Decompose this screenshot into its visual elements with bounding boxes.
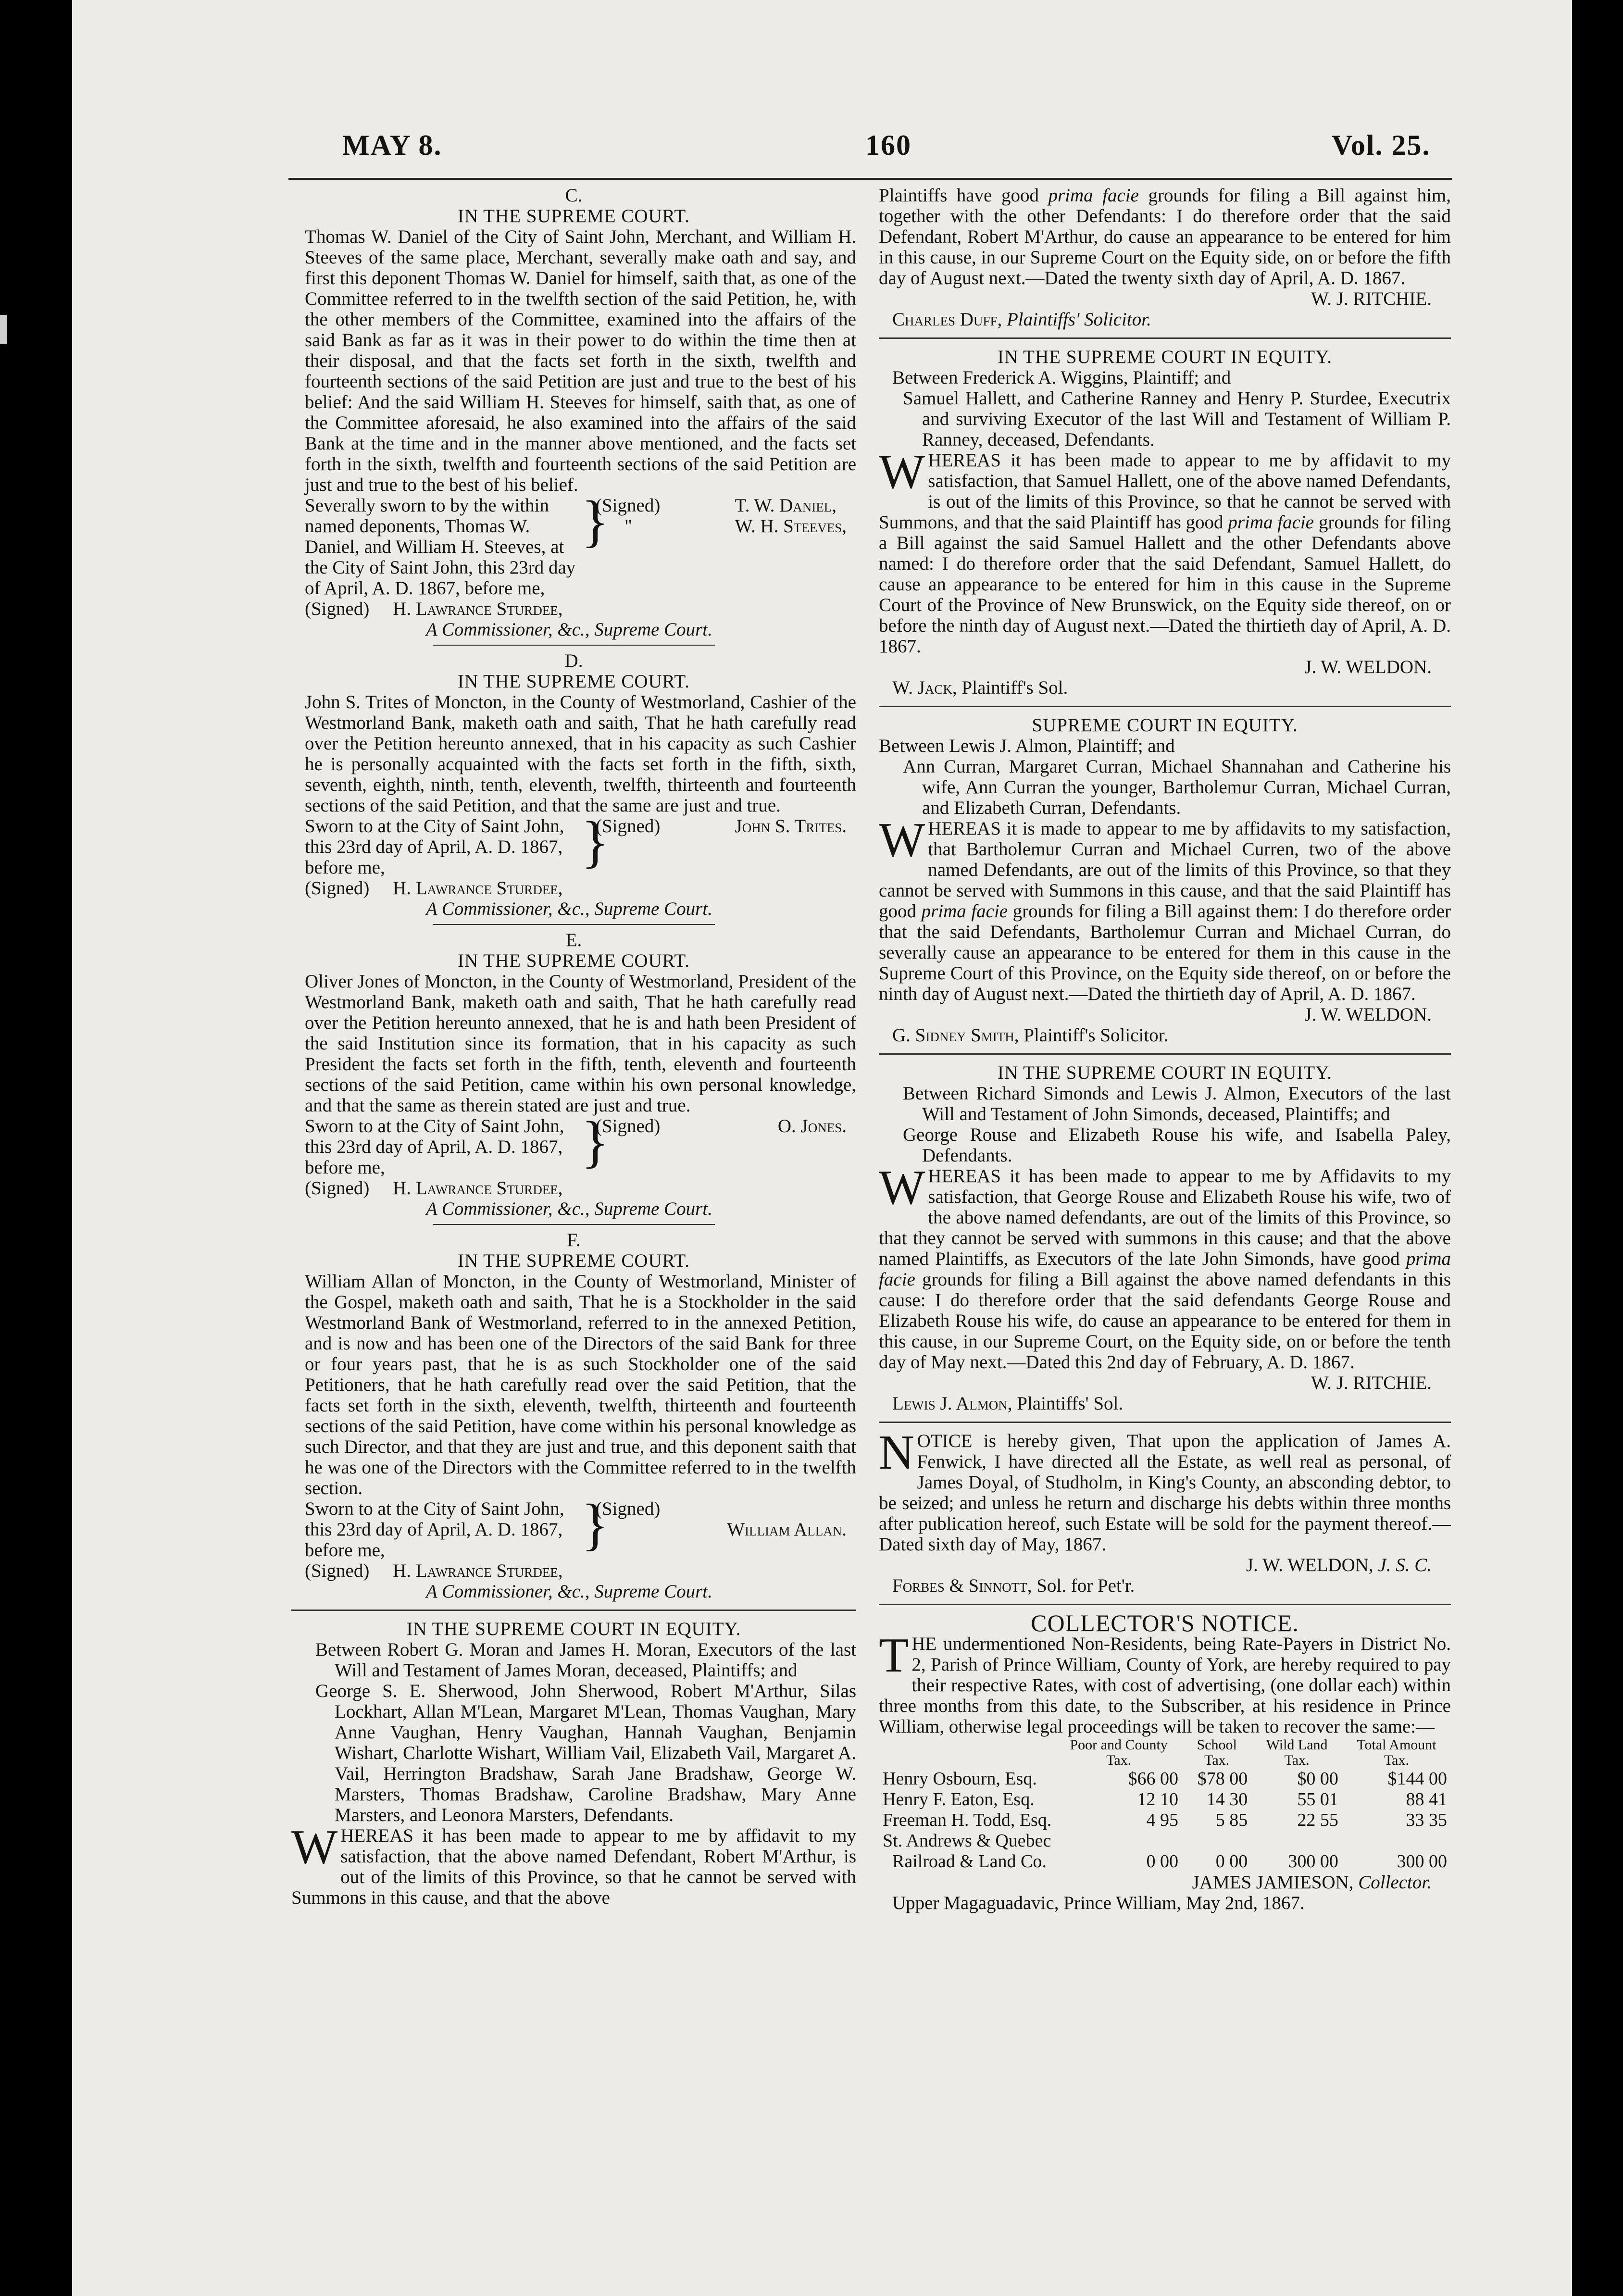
solicitor-line [879, 1393, 1451, 1414]
jurat-block [291, 489, 856, 599]
divider [433, 1224, 715, 1225]
divider [879, 337, 1451, 339]
column-header: Poor and County Tax. [1070, 1737, 1168, 1768]
order-text-part: grounds for filing a Bill against the above named defendants in this cause: I do therefore order that the said defendants George Rouse and Elizabeth Rouse his wife, do cause an appearance to be entered for them in this cause, in our Supreme Court, on the Equity side, on or before the tenth day of May next.—Dated this 2nd day of February, A. D. 1867. [879, 1269, 1451, 1373]
table-cell: St. Andrews & Quebec [883, 1831, 1051, 1851]
jurat-block [291, 1110, 856, 1178]
equity-simonds-notice [879, 1062, 1451, 1423]
notice-body: HE undermentioned Non-Residents, being Rate-Payers in District No. 2, Parish of Prince William, County of York, are hereby required to pay their respective Rates, with cost of advertising, (one dollar each) within three months from this date, to the Subscriber, at his residence in Prince William, otherwise legal proceedings will be taken to recover the same:— [879, 1634, 1451, 1737]
emphasis-text: prima facie [921, 901, 1008, 922]
notice-title: COLLECTOR'S NOTICE. [1031, 1610, 1299, 1636]
commissioner-name: H. Lawrance Sturdee, [393, 1178, 563, 1198]
table-row [879, 1769, 1451, 1789]
divider [433, 645, 715, 646]
affidavit-body: Oliver Jones of Moncton, in the County of Westmorland, President of the Westmorland Bank, maketh oath and saith, That he hath carefully read over the Petition hereunto annexed, that he is and hath been President of the said Institution since its formation, that in his capacity as such President the facts set forth in the fifth, tenth, eleventh and fourteenth sections of the said Petition, came within his own personal knowledge, and that the same as therein stated are just and true. [305, 971, 856, 1116]
deponent-name: T. W. Daniel, [735, 495, 837, 516]
table-cell: $0 00 [1297, 1769, 1338, 1789]
jurat-text: Severally sworn to by the within named deponents, Thomas W. Daniel, and William H. Steeves, at the City of Saint John, this 23rd day of April, A. D. 1867, before me, [305, 495, 576, 599]
brace: } [581, 489, 609, 553]
order-text [879, 1160, 1451, 1373]
header-page-number: 160 [865, 129, 911, 161]
commissioner-name: H. Lawrance Sturdee, [393, 1560, 563, 1581]
commissioner-title: A Commissioner, &c., Supreme Court. [426, 898, 712, 919]
table-cell: 300 00 [1288, 1851, 1338, 1872]
deponent-name: O. Jones. [777, 1116, 847, 1136]
solicitor-line [879, 677, 1451, 698]
divider [879, 1604, 1451, 1605]
order-text-part: Plaintiffs have good [879, 185, 1049, 206]
table-cell: 22 55 [1297, 1810, 1338, 1830]
header-rule [288, 178, 1452, 180]
emphasis-text: prima facie [879, 1248, 1451, 1290]
commissioner-line [291, 878, 856, 898]
signed-label: (Signed) [305, 878, 370, 898]
collectors-notice [879, 1610, 1451, 1913]
jurat-text: Sworn to at the City of Saint John, this 23rd day of April, A. D. 1867, before me, [305, 816, 564, 878]
solicitor-name: G. Sidney Smith, [892, 1025, 1019, 1046]
emphasis-text: prima facie [1048, 185, 1139, 206]
commissioner-line [291, 1560, 856, 1581]
jurat-text: Sworn to at the City of Saint John, this 23rd day of April, A. D. 1867, before me, [305, 1116, 564, 1178]
solicitor-role: Sol. for Pet'r. [1036, 1575, 1135, 1596]
affidavit-body: William Allan of Moncton, in the County of Westmorland, Minister of the Gospel, maketh oath and saith, That he is a Stockholder in the said Westmorland Bank of Westmorland, referred to in the annexed Petition, and is now and has been one of the Directors of the said Bank for three or four years past, that he is as such Stockholder one of the said Petitioners, that he hath carefully read over the said Petition, that the facts set forth in the sixth, eleventh, twelfth, thirteenth and fourteenth sections of the said Petition, have come within his personal knowledge as such Director, and that they are just and true, and this deponent saith that he was one of the Directors with the Committee referred to in the twelfth section. [305, 1271, 856, 1498]
dateline: Upper Magaguadavic, Prince William, May 2nd, 1867. [892, 1893, 1305, 1913]
solicitor-line [879, 309, 1451, 330]
solicitor-line [879, 1575, 1451, 1596]
table-cell: Henry F. Eaton, Esq. [883, 1789, 1035, 1809]
solicitor-name: Lewis J. Almon, [892, 1393, 1012, 1414]
court-heading: IN THE SUPREME COURT. [457, 671, 690, 692]
drop-cap: W [291, 1820, 338, 1874]
drop-cap: N [879, 1425, 914, 1480]
signed-label: (Signed) [596, 1116, 661, 1136]
table-cell: $66 00 [1128, 1769, 1179, 1789]
table-cell: $144 00 [1387, 1769, 1447, 1789]
section-letter: F. [567, 1230, 581, 1250]
table-cell [1055, 1831, 1182, 1851]
affidavit-body: Thomas W. Daniel of the City of Saint John, Merchant, and William H. Steeves of the same place, Merchant, severally make oath and say, and first this deponent Thomas W. Daniel for himself, saith that, as one of the Committee referred to in the twelfth section of the said Petition, he, with the other members of the Committee, examined into the affairs of the said Bank as far as it was in their power to do within the time then at their disposal, and that the facts set forth in the sixth, twelfth and fourteenth sections of the said Petition are just and true to the best of his belief: And the said William H. Steeves for himself, saith that, as one of the Committee aforesaid, he also examined into the affairs of the said Bank at the time and in the manner above mentioned, and the facts set forth in the sixth, twelfth and fourteenth sections of the said Petition are just and true to the best of his belief. [305, 226, 856, 495]
notice-body: OTICE is hereby given, That upon the application of James A. Fenwick, I have directed all the Estate, as well real as personal, of James Doyal, of Studholm, in King's County, an absconding debtor, to be seized; and unless he return and discharge his debts within three months after publication hereof, such Estate will be sold for the payment thereof.—Dated sixth day of May, 1867. [879, 1431, 1451, 1555]
court-heading: IN THE SUPREME COURT. [457, 950, 690, 971]
absconding-debtor-notice [879, 1425, 1451, 1605]
brace: } [581, 810, 609, 873]
order-text [879, 813, 1451, 1004]
plaintiffs-text: Between Robert G. Moran and James H. Moran, Executors of the last Will and Testament of James Moran, deceased, Plaintiffs; and [315, 1639, 856, 1681]
judge-signature: J. W. WELDON. [1304, 657, 1432, 677]
order-text-part: HEREAS it has been made to appear to me by Affidavits to my satisfaction, that George Rouse and Elizabeth Rouse his wife, two of the above named defendants, are out of the limits of this Province, so that they cannot be served with summons in this cause; and that the above named Plaintiffs, as Executors of the late John Simonds, have good [879, 1166, 1451, 1269]
solicitor-line [879, 1025, 1451, 1046]
table-cell: Henry Osbourn, Esq. [883, 1769, 1037, 1789]
order-text [879, 185, 1451, 288]
ditto-mark: " [624, 516, 632, 537]
table-cell: 14 30 [1206, 1789, 1248, 1809]
solicitor-role: Plaintiffs' Sol. [1017, 1393, 1124, 1414]
signed-label: (Signed) [596, 816, 661, 836]
table-cell: 33 35 [1406, 1810, 1447, 1830]
solicitor-name: Charles Duff, [892, 309, 1002, 330]
signature-block [596, 1498, 856, 1540]
defendants-text: George Rouse and Elizabeth Rouse his wife, and Isabella Paley, Defendants. [903, 1124, 1451, 1166]
brace: } [581, 1492, 609, 1556]
table-cell: 88 41 [1406, 1789, 1447, 1809]
jurat-block [291, 810, 856, 878]
defendants-text: Samuel Hallett, and Catherine Ranney and Henry P. Sturdee, Executrix and surviving Executor of the last Will and Testament of William P. Ranney, deceased, Defendants. [903, 388, 1451, 450]
equity-moran-continued [879, 185, 1451, 339]
solicitor-role: Plaintiff's Solicitor. [1024, 1025, 1169, 1046]
commissioner-title: A Commissioner, &c., Supreme Court. [426, 1198, 712, 1219]
collector-signature [879, 1872, 1451, 1893]
table-cell: 5 85 [1215, 1810, 1248, 1830]
drop-cap: W [879, 445, 925, 499]
table-cell: Freeman H. Todd, Esq. [883, 1810, 1052, 1830]
order-text-part: HEREAS it is made to appear to me by affidavits to my satisfaction, that Bartholemur Curran and Michael Curren, two of the above named Defendants, are out of the limits of this Province, so that they cannot be served with Summons in this cause, and that the said Plaintiff has good [879, 818, 1451, 922]
brace: } [581, 1110, 609, 1173]
signer-line [879, 1555, 1451, 1575]
deponent-name: W. H. Steeves, [735, 516, 847, 537]
court-heading: IN THE SUPREME COURT IN EQUITY. [997, 347, 1333, 367]
drop-cap: W [879, 1160, 925, 1215]
equity-almon-curran-notice [879, 715, 1451, 1055]
court-heading: IN THE SUPREME COURT. [457, 206, 690, 226]
plaintiffs-text: Between Richard Simonds and Lewis J. Almon, Executors of the last Will and Testament of John Simonds, deceased, Plaintiffs; and [903, 1083, 1451, 1124]
signed-label: (Signed) [596, 1498, 661, 1519]
commissioner-line [291, 1178, 856, 1198]
left-column [291, 185, 856, 1908]
signer-title: J. S. C. [1378, 1555, 1432, 1575]
jurat-block [291, 1492, 856, 1560]
table-cell: 55 01 [1297, 1789, 1338, 1809]
table-cell: 0 00 [1215, 1851, 1248, 1872]
defendants-text: Ann Curran, Margaret Curran, Michael Shannahan and Catherine his wife, Ann Curran the younger, Bartholemur Curran, Michael Curran, and Elizabeth Curran, Defendants. [903, 756, 1451, 818]
signature-block [596, 495, 856, 537]
table-cell: 12 10 [1137, 1789, 1179, 1809]
solicitor-role: Plaintiffs' Solicitor. [1006, 309, 1151, 330]
plaintiffs-text: Between Lewis J. Almon, Plaintiff; and [879, 736, 1175, 756]
signed-label: (Signed) [596, 495, 661, 516]
solicitor-role: Plaintiff's Sol. [961, 677, 1068, 698]
divider [291, 1610, 856, 1611]
deponent-name: William Allan. [727, 1519, 847, 1540]
right-column [879, 185, 1451, 1913]
judge-signature: W. J. RITCHIE. [1311, 1373, 1432, 1393]
table-cell: 0 00 [1146, 1851, 1179, 1872]
deponent-name: John S. Trites. [735, 816, 847, 836]
court-heading: SUPREME COURT IN EQUITY. [1032, 715, 1298, 736]
header-volume: Vol. 25. [1332, 129, 1431, 161]
divider [879, 1422, 1451, 1423]
table-cell [1251, 1831, 1342, 1851]
table-row [879, 1851, 1451, 1872]
table-cell: 4 95 [1146, 1810, 1179, 1830]
section-letter: E. [565, 930, 582, 950]
tax-table-header [879, 1737, 1451, 1769]
court-heading: IN THE SUPREME COURT IN EQUITY. [406, 1619, 741, 1639]
defendants-text: George S. E. Sherwood, John Sherwood, Robert M'Arthur, Silas Lockhart, Allan M'Lean, Margaret M'Lean, Thomas Vaughan, Mary Anne Vaughan, Henry Vaughan, Hannah Vaughan, Benjamin Wishart, Charlotte Wishart, William Vail, Elizabeth Vail, Margaret A. Vail, Herrington Bradshaw, Sarah Jane Bradshaw, George W. Marsters, Thomas Bradshaw, Caroline Bradshaw, Mary Anne Marsters, and Leonora Marsters, Defendants. [315, 1681, 856, 1825]
order-text-part: HEREAS it has been made to appear to me by affidavit to my satisfaction, that Samuel Hallett, one of the above named Defendants, is out of the limits of this Province, so that he cannot be served with Summons, and that the said Plaintiff has good [879, 450, 1451, 533]
table-cell [1182, 1831, 1251, 1851]
table-cell [1342, 1831, 1451, 1851]
collector-title: Collector. [1358, 1872, 1432, 1893]
judge-signature: J. W. WELDON. [1304, 1004, 1432, 1025]
table-cell: 300 00 [1397, 1851, 1447, 1872]
signer-name: J. W. WELDON, [1246, 1555, 1373, 1575]
judge-signature: W. J. RITCHIE. [1311, 288, 1432, 309]
order-text-part: grounds for filing a Bill against them: I do therefore order that the said Defendants, Bartholemur Curran and Michael Curran, do severally cause an appearance to be entered for them in this cause in the Supreme Court of this Province, on the Equity side thereof, on or before the ninth day of August next.—Dated the thirtieth day of April, A. D. 1867. [879, 901, 1451, 1004]
signature-block [596, 816, 856, 836]
signed-label: (Signed) [305, 599, 370, 619]
court-heading: IN THE SUPREME COURT. [457, 1250, 690, 1271]
table-cell: $78 00 [1197, 1769, 1248, 1789]
commissioner-name: H. Lawrance Sturdee, [393, 878, 563, 898]
affidavit-d [291, 650, 856, 925]
section-letter: D. [564, 650, 583, 671]
drop-cap: T [879, 1628, 909, 1683]
page-edge-tab [0, 315, 7, 344]
table-row [879, 1831, 1451, 1851]
divider [879, 706, 1451, 707]
collector-name: JAMES JAMIESON, [1192, 1872, 1354, 1893]
section-letter: C. [565, 185, 583, 206]
equity-moran-notice [291, 1619, 856, 1908]
column-header [879, 1737, 1055, 1769]
signed-label: (Signed) [305, 1178, 370, 1198]
order-text-part: HEREAS it has been made to appear to me by affidavit to my satisfaction, that the above named Defendant, Robert M'Arthur, is out of the limits of this Province, so that he cannot be served with Summons in this cause, and that the above [291, 1825, 856, 1908]
emphasis-text: prima facie [1228, 512, 1314, 533]
column-header: Wild Land Tax. [1266, 1737, 1328, 1768]
jurat-text: Sworn to at the City of Saint John, this 23rd day of April, A. D. 1867, before me, [305, 1498, 564, 1560]
order-text-part: grounds for filing a Bill against the said Samuel Hallett and the other Defendants above named: I do therefore order that the said Defendant, Samuel Hallett, do cause an appearance to be entered for him in this cause in the Supreme Court of the Province of New Brunswick, on the Equity side thereof, on or before the ninth day of August next.—Dated the thirtieth day of April, A. D. 1867. [879, 512, 1451, 657]
affidavit-e [291, 930, 856, 1225]
signature-block [596, 1116, 856, 1136]
solicitor-name: Forbes & Sinnott, [892, 1575, 1032, 1596]
plaintiffs-text: Between Frederick A. Wiggins, Plaintiff; and [892, 367, 1231, 388]
commissioner-name: H. Lawrance Sturdee, [393, 599, 563, 619]
commissioner-title: A Commissioner, &c., Supreme Court. [426, 619, 712, 640]
order-text-part: grounds for filing a Bill against him, together with the other Defendants: I do therefore order that the said Defendant, Robert M'Arthur, do cause an appearance to be entered for him in this cause, in our Supreme Court on the Equity side, on or before the fifth day of August next.—Dated the twenty sixth day of April, A. D. 1867. [879, 185, 1451, 288]
solicitor-name: W. Jack, [892, 677, 957, 698]
column-header: Total Amount Tax. [1357, 1737, 1436, 1768]
table-row [879, 1789, 1451, 1810]
table-row [879, 1810, 1451, 1831]
notice-text [879, 1425, 1451, 1555]
order-text [291, 1820, 856, 1908]
header-date: MAY 8. [342, 129, 442, 161]
drop-cap: W [879, 813, 925, 867]
column-header: School Tax. [1197, 1737, 1237, 1768]
court-heading: IN THE SUPREME COURT IN EQUITY. [997, 1062, 1333, 1083]
commissioner-line [291, 599, 856, 619]
equity-wiggins-notice [879, 347, 1451, 707]
affidavit-c [291, 185, 856, 646]
tax-table [879, 1737, 1451, 1872]
divider [433, 924, 715, 925]
affidavit-body: John S. Trites of Moncton, in the County of Westmorland, Cashier of the Westmorland Bank, maketh oath and saith, That he hath carefully read over the Petition hereunto annexed, that in his capacity as such Cashier he is personally acquainted with the facts set forth in the fifth, sixth, seventh, eighth, ninth, tenth, eleventh, twelfth, thirteenth and fourteenth sections of the said Petition, and that the same are just and true. [305, 692, 856, 816]
notice-text [879, 1628, 1451, 1737]
table-cell: Railroad & Land Co. [892, 1851, 1047, 1872]
order-text [879, 445, 1451, 657]
divider [879, 1053, 1451, 1055]
affidavit-f [291, 1230, 856, 1611]
commissioner-title: A Commissioner, &c., Supreme Court. [426, 1581, 712, 1602]
signed-label: (Signed) [305, 1560, 370, 1581]
